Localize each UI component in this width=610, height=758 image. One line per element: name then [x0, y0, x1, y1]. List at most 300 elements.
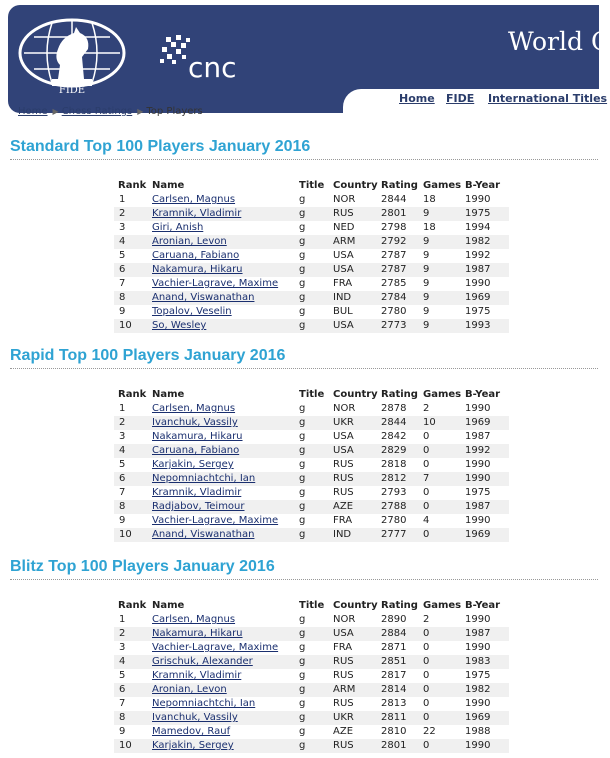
cell-country: RUS: [333, 487, 354, 498]
site-title: World C: [508, 27, 610, 56]
cell-games: 2: [423, 403, 430, 414]
cell-name: [152, 697, 299, 711]
cnc-logo[interactable]: [158, 33, 258, 85]
player-link[interactable]: Aronian, Levon: [152, 236, 227, 247]
cell-rank: 8: [114, 500, 152, 514]
cell-games: 9: [423, 207, 465, 221]
column-header-rank: Rank: [118, 388, 147, 400]
cell-title: g: [299, 431, 306, 442]
column-header-name: Name: [152, 599, 185, 611]
cell-rating: 2777: [381, 528, 423, 542]
cell-title: g: [299, 194, 306, 205]
cell-country: IND: [333, 528, 381, 542]
cnc-logo-text: cnc: [188, 51, 237, 84]
cell-byear: 1987: [465, 627, 509, 641]
cell-country: NED: [333, 222, 355, 233]
cell-name: [152, 193, 299, 207]
cell-name: [152, 711, 299, 725]
cell-byear: 1975: [465, 670, 491, 681]
table-row: [114, 528, 509, 542]
cell-rating: 2813: [381, 698, 407, 709]
ranking-section: [10, 347, 598, 540]
cell-games: 22: [423, 726, 436, 737]
player-link[interactable]: Vachier-Lagrave, Maxime: [152, 515, 279, 526]
player-link[interactable]: Carlsen, Magnus: [152, 194, 236, 205]
cell-rating: 2851: [381, 655, 423, 669]
cell-name: [152, 207, 299, 221]
player-link[interactable]: Carlsen, Magnus: [152, 403, 236, 414]
cell-rank: 4: [114, 235, 152, 249]
cell-rank: 6: [114, 683, 152, 697]
table-row: [114, 207, 509, 221]
table-row: [114, 263, 509, 277]
cell-rating: 2787: [381, 250, 407, 261]
player-link[interactable]: Kramnik, Vladimir: [152, 208, 242, 219]
cell-name: [152, 291, 299, 305]
player-link[interactable]: Nakamura, Hikaru: [152, 431, 243, 442]
cell-rating: 2884: [381, 627, 423, 641]
cell-title: g: [299, 319, 333, 333]
cell-country: UKR: [333, 711, 381, 725]
column-header-title: Title: [299, 388, 325, 400]
cell-title: g: [299, 655, 333, 669]
player-link[interactable]: Kramnik, Vladimir: [152, 670, 242, 681]
column-header-name: Name: [152, 388, 185, 400]
cell-country: FRA: [333, 642, 353, 653]
cell-byear: 1990: [465, 515, 491, 526]
cell-byear: 1975: [465, 306, 491, 317]
cell-games: 0: [423, 627, 465, 641]
table-row: [114, 472, 509, 486]
player-link[interactable]: Nakamura, Hikaru: [152, 628, 243, 639]
cell-byear: 1990: [465, 194, 491, 205]
cell-rank: 5: [119, 250, 126, 261]
player-link[interactable]: Topalov, Veselin: [152, 306, 232, 317]
section-divider: [10, 579, 598, 580]
cell-country: RUS: [333, 739, 381, 753]
cell-rating: 2801: [381, 207, 423, 221]
cell-byear: 1990: [465, 472, 509, 486]
cell-title: g: [299, 683, 333, 697]
cell-country: NOR: [333, 403, 356, 414]
cell-country: RUS: [333, 655, 381, 669]
table-row: [114, 669, 509, 683]
table-row: [114, 486, 509, 500]
cell-title: g: [299, 222, 306, 233]
cell-name: [152, 725, 299, 739]
table-row: [114, 683, 509, 697]
cell-rank: 5: [119, 670, 126, 681]
player-link[interactable]: Ivanchuk, Vassily: [152, 417, 238, 428]
cell-name: [152, 416, 299, 430]
cell-rank: 6: [114, 263, 152, 277]
cell-byear: 1969: [465, 416, 509, 430]
table-row: [114, 641, 509, 655]
cell-games: 7: [423, 472, 465, 486]
table-row: [114, 697, 509, 711]
table-row: [114, 277, 509, 291]
cell-country: FRA: [333, 278, 353, 289]
players-table: [114, 386, 509, 542]
cell-rank: 4: [114, 444, 152, 458]
cell-byear: 1982: [465, 235, 509, 249]
cell-rating: 2812: [381, 472, 423, 486]
table-row: [114, 458, 509, 472]
player-link[interactable]: Grischuk, Alexander: [152, 656, 253, 667]
cell-games: 0: [423, 642, 430, 653]
cell-rank: 7: [119, 698, 126, 709]
cell-country: USA: [333, 444, 381, 458]
breadcrumb-arrow-icon: ▶: [137, 107, 144, 116]
cell-title: g: [299, 487, 306, 498]
cell-name: [152, 739, 299, 753]
cell-byear: 1975: [465, 207, 509, 221]
nav-international-titles[interactable]: International Titles: [488, 92, 608, 105]
player-link[interactable]: Kramnik, Vladimir: [152, 487, 242, 498]
cell-byear: 1992: [465, 250, 491, 261]
fide-logo-text: FIDE: [58, 85, 86, 96]
cell-country: RUS: [333, 459, 354, 470]
players-table: [114, 597, 509, 753]
cell-title: g: [299, 670, 306, 681]
cell-name: [152, 683, 299, 697]
cell-rating: 2829: [381, 444, 423, 458]
section-title: Standard Top 100 Players January 2016: [10, 138, 311, 155]
cell-rank: 10: [114, 739, 152, 753]
cell-rating: 2890: [381, 614, 407, 625]
cell-name: [152, 472, 299, 486]
cell-byear: 1992: [465, 444, 509, 458]
cell-title: g: [299, 642, 306, 653]
table-row: [114, 514, 509, 528]
breadcrumb-chess-ratings[interactable]: Chess Ratings: [61, 106, 133, 117]
cell-byear: 1990: [465, 739, 509, 753]
cell-name: [152, 430, 299, 444]
table-row: [114, 711, 509, 725]
column-header-byear: B-Year: [465, 599, 501, 611]
cell-rating: 2810: [381, 726, 407, 737]
cell-title: g: [299, 500, 333, 514]
cell-title: g: [299, 306, 306, 317]
column-header-byear: B-Year: [465, 179, 501, 191]
cell-rank: 2: [114, 416, 152, 430]
cell-title: g: [299, 250, 306, 261]
cell-byear: 1983: [465, 655, 509, 669]
cell-rank: 3: [119, 642, 126, 653]
cell-rating: 2780: [381, 515, 407, 526]
column-header-title: Title: [299, 179, 325, 191]
column-header-games: Games: [423, 388, 462, 400]
cell-byear: 1990: [465, 614, 491, 625]
cell-title: g: [299, 416, 333, 430]
player-link[interactable]: Ivanchuk, Vassily: [152, 712, 238, 723]
cell-title: g: [299, 528, 333, 542]
breadcrumb-arrow-icon: ▶: [52, 107, 59, 116]
cell-rank: 4: [114, 655, 152, 669]
player-link[interactable]: Anand, Viswanathan: [152, 529, 255, 540]
cell-country: RUS: [333, 698, 354, 709]
ranking-section: [10, 558, 598, 751]
cell-byear: 1987: [465, 263, 509, 277]
fide-logo[interactable]: [14, 13, 134, 95]
cell-rank: 8: [114, 291, 152, 305]
cell-rating: 2784: [381, 291, 423, 305]
cell-rating: 2817: [381, 670, 407, 681]
cell-rating: 2787: [381, 263, 423, 277]
cell-name: [152, 613, 299, 627]
cell-rank: 2: [114, 207, 152, 221]
cell-name: [152, 627, 299, 641]
cell-country: ARM: [333, 683, 381, 697]
player-link[interactable]: Caruana, Fabiano: [152, 445, 240, 456]
cell-title: g: [299, 739, 333, 753]
cell-title: g: [299, 698, 306, 709]
cell-country: BUL: [333, 306, 353, 317]
cell-games: 9: [423, 291, 465, 305]
cell-rating: 2793: [381, 487, 407, 498]
cell-byear: 1969: [465, 528, 509, 542]
player-link[interactable]: Nakamura, Hikaru: [152, 264, 243, 275]
cell-country: FRA: [333, 515, 353, 526]
player-link[interactable]: Radjabov, Teimour: [152, 501, 245, 512]
breadcrumb-current: Top Players: [146, 106, 203, 117]
site-header: [8, 5, 610, 113]
cell-title: g: [299, 459, 306, 470]
section-divider: [10, 368, 598, 369]
table-row: [114, 319, 509, 333]
player-link[interactable]: Karjakin, Sergey: [152, 740, 234, 751]
cell-games: 0: [423, 670, 430, 681]
cell-country: RUS: [333, 670, 354, 681]
cell-name: [152, 235, 299, 249]
nav-home[interactable]: Home: [399, 92, 435, 105]
cell-country: NOR: [333, 614, 356, 625]
cell-rank: 9: [119, 306, 126, 317]
cell-rank: 8: [114, 711, 152, 725]
cell-country: ARM: [333, 235, 381, 249]
player-link[interactable]: Giri, Anish: [152, 222, 204, 233]
player-link[interactable]: Vachier-Lagrave, Maxime: [152, 642, 279, 653]
section-divider: [10, 159, 598, 160]
cell-rating: 2798: [381, 222, 407, 233]
breadcrumb: [18, 106, 203, 117]
cell-games: 0: [423, 655, 465, 669]
cell-rating: 2844: [381, 194, 407, 205]
cell-country: NOR: [333, 194, 356, 205]
table-header-row: [114, 386, 509, 402]
cell-games: 4: [423, 515, 430, 526]
cell-title: g: [299, 278, 306, 289]
player-link[interactable]: Vachier-Lagrave, Maxime: [152, 278, 279, 289]
column-header-rating: Rating: [381, 179, 418, 191]
table-row: [114, 249, 509, 263]
column-header-rank: Rank: [118, 179, 147, 191]
table-row: [114, 627, 509, 641]
cell-country: IND: [333, 291, 381, 305]
cell-title: g: [299, 403, 306, 414]
top-nav: [343, 89, 608, 113]
cell-rating: 2844: [381, 416, 423, 430]
cell-rank: 10: [114, 319, 152, 333]
cell-rating: 2780: [381, 306, 407, 317]
column-header-country: Country: [333, 599, 378, 611]
cell-byear: 1969: [465, 711, 509, 725]
cell-title: g: [299, 444, 333, 458]
cell-title: g: [299, 207, 333, 221]
section-title: Blitz Top 100 Players January 2016: [10, 558, 275, 575]
cell-games: 0: [423, 698, 430, 709]
cell-games: 10: [423, 416, 465, 430]
cell-games: 2: [423, 614, 430, 625]
cell-name: [152, 402, 299, 416]
cell-title: g: [299, 614, 306, 625]
cell-games: 0: [423, 528, 465, 542]
cell-country: USA: [333, 431, 354, 442]
cell-title: g: [299, 627, 333, 641]
cell-title: g: [299, 726, 306, 737]
cell-games: 18: [423, 222, 436, 233]
cell-games: 18: [423, 194, 436, 205]
column-header-games: Games: [423, 179, 462, 191]
cell-byear: 1987: [465, 431, 491, 442]
cell-rating: 2811: [381, 711, 423, 725]
cell-rank: 7: [119, 278, 126, 289]
cell-games: 0: [423, 683, 465, 697]
player-link[interactable]: Nepomniachtchi, Ian: [152, 698, 256, 709]
column-header-name: Name: [152, 179, 185, 191]
cell-games: 0: [423, 711, 465, 725]
table-row: [114, 444, 509, 458]
cell-country: RUS: [333, 207, 381, 221]
cell-byear: 1990: [465, 698, 491, 709]
table-row: [114, 305, 509, 319]
cell-rank: 2: [114, 627, 152, 641]
cell-games: 0: [423, 739, 465, 753]
cell-games: 0: [423, 487, 430, 498]
cell-country: AZE: [333, 726, 354, 737]
cell-title: g: [299, 515, 306, 526]
cell-rating: 2785: [381, 278, 407, 289]
cell-games: 0: [423, 444, 465, 458]
cell-title: g: [299, 235, 333, 249]
cell-name: [152, 444, 299, 458]
cell-byear: 1993: [465, 319, 509, 333]
table-row: [114, 193, 509, 207]
cell-name: [152, 500, 299, 514]
cell-rank: 9: [119, 515, 126, 526]
player-link[interactable]: Aronian, Levon: [152, 684, 227, 695]
cell-name: [152, 221, 299, 235]
cell-name: [152, 514, 299, 528]
player-link[interactable]: Karjakin, Sergey: [152, 459, 234, 470]
cell-name: [152, 486, 299, 500]
cell-name: [152, 249, 299, 263]
cell-games: 0: [423, 431, 430, 442]
cell-rating: 2801: [381, 739, 423, 753]
cell-games: 0: [423, 459, 430, 470]
cell-rating: 2814: [381, 683, 423, 697]
cell-rank: 3: [119, 222, 126, 233]
cell-country: USA: [333, 263, 381, 277]
breadcrumb-home[interactable]: Home: [18, 106, 48, 117]
cell-title: g: [299, 472, 333, 486]
cell-byear: 1969: [465, 291, 509, 305]
player-link[interactable]: Caruana, Fabiano: [152, 250, 240, 261]
cell-rating: 2878: [381, 403, 407, 414]
column-header-byear: B-Year: [465, 388, 501, 400]
cell-name: [152, 669, 299, 683]
table-header-row: [114, 177, 509, 193]
cell-name: [152, 655, 299, 669]
cell-name: [152, 263, 299, 277]
cell-byear: 1975: [465, 487, 491, 498]
cell-rank: 5: [119, 459, 126, 470]
cell-rating: 2842: [381, 431, 407, 442]
column-header-rank: Rank: [118, 599, 147, 611]
column-header-rating: Rating: [381, 599, 418, 611]
cell-rank: 1: [119, 614, 126, 625]
cell-rank: 7: [119, 487, 126, 498]
table-row: [114, 739, 509, 753]
cell-games: 9: [423, 319, 465, 333]
column-header-games: Games: [423, 599, 462, 611]
ranking-section: [10, 138, 598, 331]
cell-rank: 3: [119, 431, 126, 442]
player-link[interactable]: Mamedov, Rauf: [152, 726, 231, 737]
table-row: [114, 500, 509, 514]
cell-country: UKR: [333, 416, 381, 430]
cell-rating: 2792: [381, 235, 423, 249]
player-link[interactable]: So, Wesley: [152, 320, 207, 331]
cell-byear: 1994: [465, 222, 491, 233]
nav-fide[interactable]: FIDE: [446, 92, 475, 105]
table-row: [114, 430, 509, 444]
cell-title: g: [299, 291, 333, 305]
cell-rating: 2871: [381, 642, 407, 653]
cell-rating: 2788: [381, 500, 423, 514]
cell-games: 9: [423, 306, 430, 317]
cell-games: 9: [423, 250, 430, 261]
player-link[interactable]: Nepomniachtchi, Ian: [152, 473, 256, 484]
cell-country: RUS: [333, 472, 381, 486]
table-row: [114, 416, 509, 430]
cell-rank: 1: [119, 403, 126, 414]
player-link[interactable]: Carlsen, Magnus: [152, 614, 236, 625]
cell-byear: 1990: [465, 459, 491, 470]
cell-games: 9: [423, 263, 465, 277]
table-row: [114, 402, 509, 416]
cell-country: USA: [333, 627, 381, 641]
cell-rating: 2773: [381, 319, 423, 333]
table-row: [114, 613, 509, 627]
player-link[interactable]: Anand, Viswanathan: [152, 292, 255, 303]
cell-games: 9: [423, 235, 465, 249]
players-table: [114, 177, 509, 333]
cell-byear: 1990: [465, 403, 491, 414]
section-title: Rapid Top 100 Players January 2016: [10, 347, 286, 364]
table-header-row: [114, 597, 509, 613]
cell-games: 0: [423, 500, 465, 514]
cell-name: [152, 277, 299, 291]
column-header-rating: Rating: [381, 388, 418, 400]
cell-country: USA: [333, 319, 381, 333]
cell-name: [152, 458, 299, 472]
cell-byear: 1990: [465, 278, 491, 289]
cell-rank: 6: [114, 472, 152, 486]
cell-rank: 1: [119, 194, 126, 205]
cell-byear: 1982: [465, 683, 509, 697]
cell-byear: 1990: [465, 642, 491, 653]
